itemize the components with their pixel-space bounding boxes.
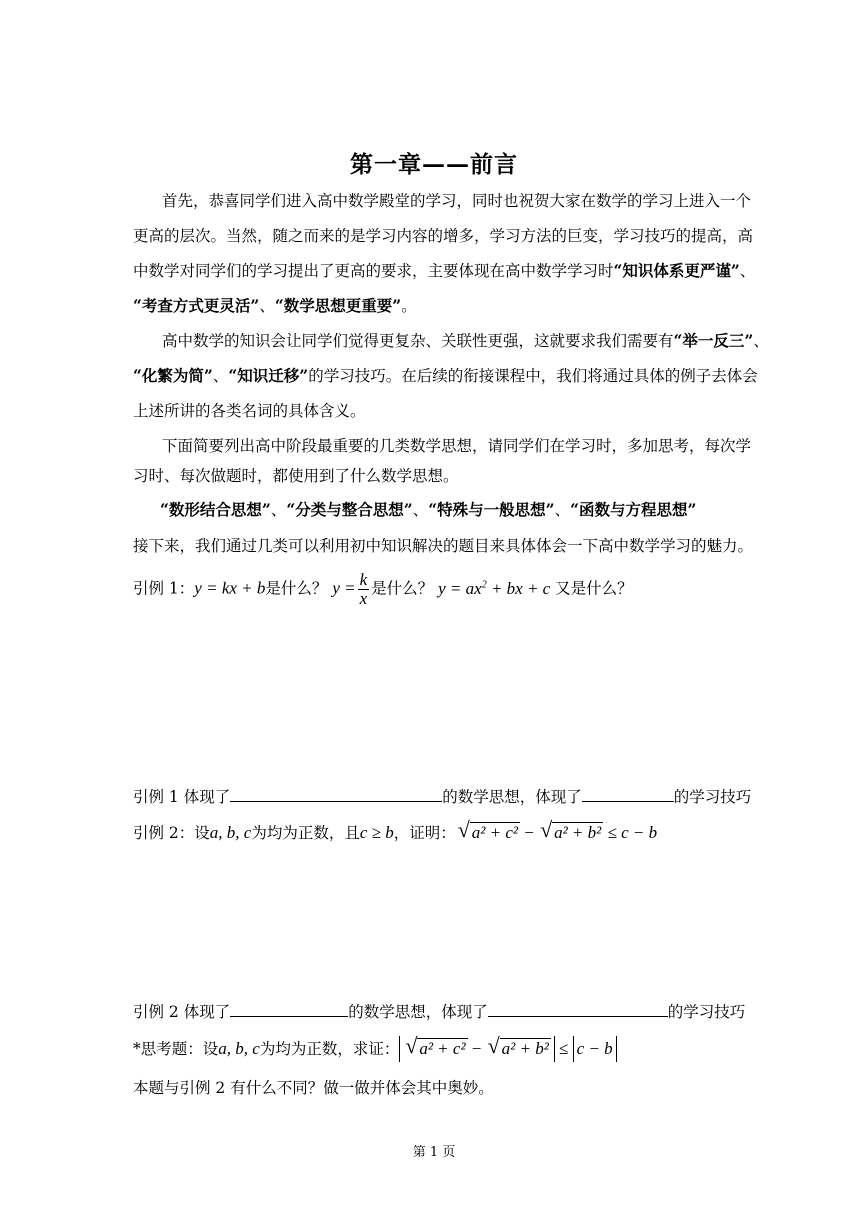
answer-blank-skill-1[interactable] [582,785,674,802]
text-segment: 高中数学的知识会让同学们觉得更复杂、关联性更强，这就要求我们需要有 [162,332,674,350]
text-segment: 引例 1 体现了 [133,788,231,806]
emphasis-exam-style: “考查方式更灵活” [133,296,260,315]
example-2-question [133,817,658,846]
text-segment: 是什么？ [371,579,434,598]
absolute-value-rhs: c − b [573,1036,617,1062]
fraction-k-over-x [358,571,370,608]
sqrt-a2-c2: √ a² + c² [457,817,518,842]
idea-item: “函数与方程思想” [570,500,697,519]
operator: − [519,823,539,842]
inequality-rhs: ≤ c − b [603,823,658,842]
text-segment: 的学习技巧 [673,788,752,806]
example-1-reflection [133,785,751,807]
text-segment: 。 [401,297,417,315]
sqrt-a2-c2: √ a² + c² [405,1033,466,1058]
separator: 、 [554,501,571,519]
paragraph-1-line-4 [133,296,417,316]
formula-part: y = ax [438,578,482,598]
formula-quadratic: $y = ax^2$ + bx + c [438,578,551,598]
text-segment: 的数学思想，体现了 [348,1003,488,1021]
paragraph-1-line-3 [133,261,755,281]
paragraph-2-line-2 [133,366,758,386]
variables: a, b, c [209,823,252,842]
emphasis-math-thinking: “数学思想更重要” [274,296,402,315]
emphasis-simplify: “化繁为简” [133,366,213,385]
formula-linear: y = kx + b [194,578,266,598]
sqrt-a2-b2: √ a² + b² [487,1033,549,1058]
paragraph-3-line-2: 习时、每次做题时，都使用到了什么数学思想。 [133,467,459,485]
example-1-question [133,567,633,608]
absolute-value-lhs [399,1033,554,1062]
text-segment: 、 [212,367,229,385]
example-2-reflection [133,1000,745,1022]
think-label: *思考题：设 [133,1040,219,1058]
radicand: a² + b² [501,1039,549,1058]
paragraph-2-line-1 [162,331,769,351]
radicand: a² + b² [554,823,602,842]
idea-item: “数形结合思想” [160,500,271,519]
operator: ≤ [554,1039,573,1058]
text-segment: 的学习技巧。在后续的衔接课程中，我们将通过具体的例子去体会 [308,367,758,385]
fraction-numerator: k [359,570,368,590]
paragraph-2-line-3: 上述所讲的各类名词的具体含义。 [133,402,366,420]
formula-inverse-lhs: y = [332,578,356,598]
example-label: 引例 1： [133,579,195,598]
text-segment: 为均为正数，且 [251,824,360,842]
think-followup: 本题与引例 2 有什么不同？做一做并体会其中奥妙。 [133,1079,494,1097]
text-segment: 为均为正数，求证： [259,1040,400,1058]
text-segment: 引例 2 体现了 [133,1003,231,1021]
radicand: a² + c² [471,823,518,842]
radicand: a² + c² [419,1039,466,1058]
answer-blank-idea-1[interactable] [230,785,442,802]
emphasis-transfer: “知识迁移” [228,366,309,385]
text-segment: 中数学对同学们的学习提出了更高的要求，主要体现在高中数学学习时 [133,262,614,280]
page-number: 第 1 页 [412,1145,456,1160]
intro-next-line: 接下来，我们通过几类可以利用初中知识解决的题目来具体体会一下高中数学学习的魅力。 [133,537,754,555]
example-label: 引例 2：设 [133,824,210,842]
math-ideas-list [160,500,696,520]
separator: 、 [270,501,287,519]
text-segment: 、 [753,332,769,350]
idea-item: “特殊与一般思想” [428,500,555,519]
operator: − [467,1039,486,1058]
text-segment: 、 [739,262,756,280]
text-segment: ，证明： [393,824,456,842]
sqrt-a2-b2: √ a² + b² [540,817,602,842]
paragraph-1-line-2: 更高的层次。当然，随之而来的是学习内容的增多，学习方法的巨变，学习技巧的提高，高 [133,227,754,245]
emphasis-inference: “举一反三” [673,331,754,350]
think-question [133,1035,617,1063]
fraction-denominator: x [359,589,368,609]
paragraph-3-line-1: 下面简要列出高中阶段最重要的几类数学思想，请同学们在学习时，多加思考，每次学 [162,437,752,455]
chapter-title: 第一章——前言 [350,151,518,178]
variables: a, b, c [218,1039,260,1058]
answer-blank-idea-2[interactable] [230,1000,348,1017]
text-segment: 的学习技巧 [667,1003,746,1021]
text-segment: 又是什么？ [555,579,633,598]
idea-item: “分类与整合思想” [286,500,413,519]
answer-blank-skill-2[interactable] [488,1000,668,1017]
text-segment: 是什么？ [265,579,328,598]
condition: c ≥ b [359,823,394,842]
text-segment: 、 [259,297,275,315]
emphasis-knowledge-system: “知识体系更严谨” [613,261,740,280]
text-segment: 的数学思想，体现了 [442,788,582,806]
separator: 、 [412,501,429,519]
formula-part: + bx + c [486,578,551,598]
paragraph-1-line-1: 首先，恭喜同学们进入高中数学殿堂的学习，同时也祝贺大家在数学的学习上进入一个 [162,192,752,210]
